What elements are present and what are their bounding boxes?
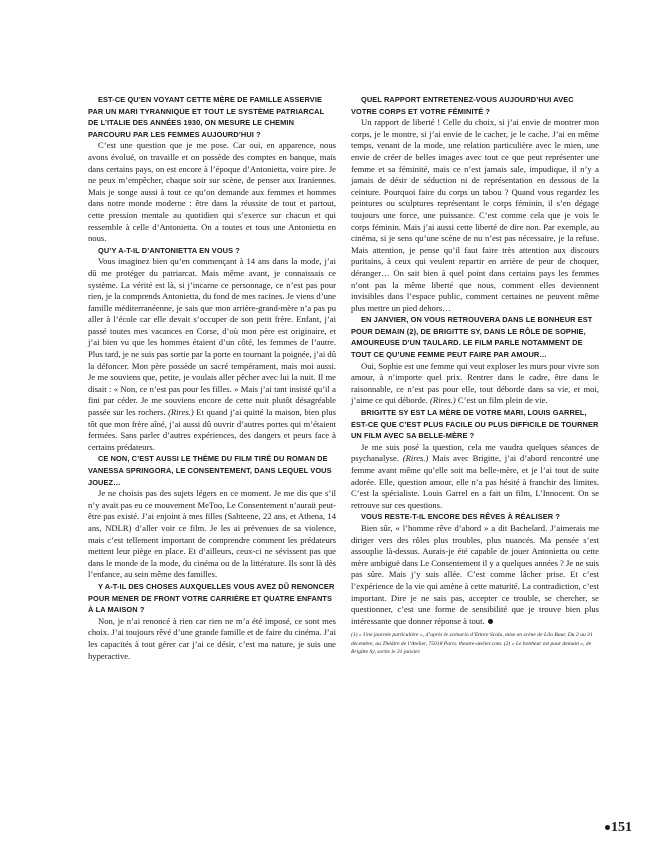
- answer-text: Oui, Sophie est une femme qui veut exploser les murs pour vivre son amour, à n’importe quel prix. Rentrer dans le cadre, être dans le raisonnable, ce n’est pas pour elle, tout déborde dans sa vie, et moi, j’aime ce qui déborde.: [351, 360, 599, 406]
- interview-question: [351, 314, 599, 360]
- interview-answer: [351, 523, 599, 627]
- question-text: QU’Y A-T-IL D’ANTONIETTA EN VOUS ?: [98, 245, 240, 255]
- question-text: QUEL RAPPORT ENTRETENEZ-VOUS AUJOURD’HUI AVEC VOTRE CORPS ET VOTRE FÉMINITÉ ?: [351, 95, 574, 116]
- answer-text: Je ne choisis pas des sujets légers en ce moment. Je me dis que s’il n’y avait pas eu ce mouvement MeToo, Le Consentement n’aurait peut-être pas existé. J’ai enjoint à mes filles (Sahteene, 22 ans, et Athena, 14 ans, NDLR) d’aller voir ce film. Je les ai prévenues de sa violence, mais c’est tellement important de comprendre comment les prédateurs mettent leur piège en place. Et d’ailleurs, ceux-ci ne sévissent pas que dans le monde de la mode, du cinéma ou de la littérature. Ils sont là dès l’enfance, au sein même des familles.: [88, 488, 336, 580]
- interview-question: [351, 407, 599, 442]
- answer-text-continued: Mais avec Brigitte, j’ai d’abord rencontré une femme avant même qu’elle soit ma belle-mère, et je l’ai tout de suite adorée. Elle, question amour, elle n’a pas hésité à franchir des limites. C’est la spécialiste. Louis Garrel en a fait un film, L’Innocent. On se retrouve sur ces questions.: [351, 453, 599, 510]
- interview-question: [88, 245, 336, 257]
- stage-direction: (Rires.): [168, 407, 194, 418]
- question-text: CE NON, C’EST AUSSI LE THÈME DU FILM TIRÉ DU ROMAN DE VANESSA SPRINGORA, LE CONSENTEMENT, DANS LEQUEL VOUS JOUEZ…: [88, 454, 332, 487]
- answer-text: Un rapport de liberté ! Celle du choix, si j’ai envie de montrer mon corps, je le montre, si j’ai envie de le cacher, je le cache. J’ai en même temps, venant de la mode, une relation particulière avec le mien, une envie de créer de belles images avec tout ce que peut représenter une femme et sa féminité, mais ce n’est jamais sale, impudique, il n’y a jamais de désir de séduction ni de représentation en dessous de la ceinture. Pourquoi faire du corps un tabou ? Quand vous regardez les peintures ou sculptures représentant le corps féminin, il s’en dégage toujours une force, une puissance. C’est comme cela que je vois le corps féminin. Mais j’ai aussi cette liberté de dire non. Par exemple, au cinéma, si je sens qu’une scène de nu n’est pas nécessaire, je la refuse. Mais attention, je pense qu’il faut faire très attention aux discours puritains, à ceux qui veulent repartir en arrière de peur de choquer, déranger… On sait bien à quel point dans certains pays les femmes n’ont pas la même liberté que nous, comment elles deviennent invisibles dans l’espace public, comment certaines ne peuvent même plus mettre un pied dehors…: [351, 117, 599, 313]
- answer-text: Je me suis posé la question, cela me vaudra quelques séances de psychanalyse.: [351, 441, 599, 464]
- interview-question: [351, 511, 599, 523]
- answer-text: Bien sûr, « l’homme rêve d’abord » a dit Bachelard. J’aimerais me diriger vers des rôles plus troubles, plus nuancés. Ma pensée s’est assouplie là-dessus. Aurais-je été capable de jouer Antonietta ou cette mère ambiguë dans Le Consentement il y a quelques années ? Je ne suis pas sûre. Mais j’y suis allée. C’est comme lâcher prise. Et c’est l’expérience de la vie qui amène à cette maturité. La contradiction, c’est important. Dire je ne sais pas, accepter ce trouble, se chercher, se questionner, c’est une forme de sensibilité que je trouve bien plus intéressante que donner réponse à tout.: [351, 522, 599, 626]
- page-number: [605, 820, 632, 836]
- interview-question: [88, 94, 336, 140]
- answer-text: Non, je n’ai renoncé à rien car rien ne m’a été imposé, ce sont mes choix. J’ai toujours rêvé d’une grande famille et de faire du cinéma. J’ai les capacités à tout gérer car j’ai ce désir, c’est ma nature, je suis une hyperactive.: [88, 615, 336, 661]
- interview-question: [88, 453, 336, 488]
- interview-answer: [351, 361, 599, 407]
- stage-direction: (Rires.): [402, 453, 429, 464]
- footnotes: (1) « Une journée particulière », d’après le scénario d’Ettore Scola, mise en scène de Lilo Baur. Du 2 au 31 décembre, au Théâtre de l’Atelier, 75018 Paris. theatre-atelier.com. (2) « Le bonheur est pour demain », de Brigitte Sy, sortie le 31 janvier.: [351, 632, 593, 656]
- answer-text-continued: Et quand j’ai quitté la maison, bien plus tôt que mon frère aîné, j’ai aussi dû ouvrir d’autres portes qui m’étaient fermées. Sans parler d’autres expériences, des dangers et peurs face à certains prédateurs.: [88, 407, 336, 452]
- answer-text: Vous imaginez bien qu’en commençant à 14 ans dans la mode, j’ai dû me protéger du patriarcat. Mais même avant, je connaissais ce système. La vérité est là, si j’incarne ce personnage, ce n’est pas pour rien, je la comprends Antonietta, du fond de mes racines. Je viens d’une famille méditerranéenne, je sais que mon arrière-grand-mère n’a pas pu aller à l’école car elle devait s’occuper de son petit frère. Enfant, j’ai passé toutes mes vacances en Corse, d’où mon père est originaire, et j’ai bien vu que les hommes étaient d’un côté, les femmes de l’autre. Plus tard, je ne suis pas sortie par la porte en tournant la poignée, j’ai dû la défoncer. Mon père possède un sacré tempérament, mais moi aussi. Je me souviens que, petite, je voulais aller pêcher avec lui la nuit. Il me disait : « Non, ce n’est pas pour les filles. » Mais j’ai tant insisté qu’il a fini par céder. Je me souviens encore de cette nuit plutôt désagréable passée sur les rochers.: [88, 256, 336, 418]
- interview-answer: [351, 442, 599, 512]
- answer-text: C’est une question que je me pose. Car oui, en apparence, nous avons évolué, on travaille et on possède des comptes en banque, mais dans certains pays, on est encore à l’époque d’Antonietta, voire pire. Je ne peux m’empêcher, chaque soir sur scène, de penser aux Iraniennes. Mais je songe aussi à tout ce qu’on demande aux femmes et hommes dans notre monde moderne : être dans la réussite de tout et partout, cette pression mentale au quotidien qui s’exerce sur chacun et qui ressemble à celle d’Antonietta. On a toutes et tous une Antonietta en nous.: [88, 140, 336, 244]
- interview-answer: [88, 140, 336, 244]
- question-text: VOUS RESTE-T-IL ENCORE DES RÊVES À RÉALISER ?: [361, 512, 561, 522]
- answer-text-continued: C’est un film plein de vie.: [455, 395, 548, 406]
- question-text: Y A-T-IL DES CHOSES AUXQUELLES VOUS AVEZ DÛ RENONCER POUR MENER DE FRONT VOTRE CARRIÈRE ET QUATRE ENFANTS À LA MAISON ?: [88, 581, 335, 615]
- interview-answer: [88, 488, 336, 581]
- question-text: BRIGITTE SY EST LA MÈRE DE VOTRE MARI, LOUIS GARREL, EST-CE QUE C’EST PLUS FACILE OU PLUS DIFFICILE DE TOURNER UN FILM AVEC SA BELLE-MÈRE ?: [351, 408, 599, 441]
- left-column: [88, 94, 336, 662]
- page-number-text: 151: [611, 820, 632, 835]
- interview-answer: [88, 256, 336, 453]
- question-text: EN JANVIER, ON VOUS RETROUVERA DANS LE BONHEUR EST POUR DEMAIN (2), DE BRIGITTE SY, DANS LE RÔLE DE SOPHIE, AMOUREUSE D’UN TAULARD. LE FILM PARLE NOTAMMENT DE TOUT CE QU’UNE FEMME PEUT FAIRE PAR AMOUR…: [351, 315, 593, 360]
- interview-answer: [88, 616, 336, 662]
- bullet-icon: [605, 825, 610, 830]
- interview-answer: [351, 117, 599, 314]
- stage-direction: (Rires.): [429, 395, 456, 406]
- interview-question: [88, 581, 336, 616]
- right-column: [351, 94, 599, 657]
- question-text: EST-CE QU’EN VOYANT CETTE MÈRE DE FAMILLE ASSERVIE PAR UN MARI TYRANNIQUE ET TOUT LE SYSTÈME PATRIARCAL DE L’ITALIE DES ANNÉES 1930, ON MESURE LE CHEMIN PARCOURU PAR LES FEMMES AUJOURD’HUI ?: [88, 95, 325, 139]
- interview-question: [351, 94, 599, 117]
- end-mark-icon: [488, 619, 493, 624]
